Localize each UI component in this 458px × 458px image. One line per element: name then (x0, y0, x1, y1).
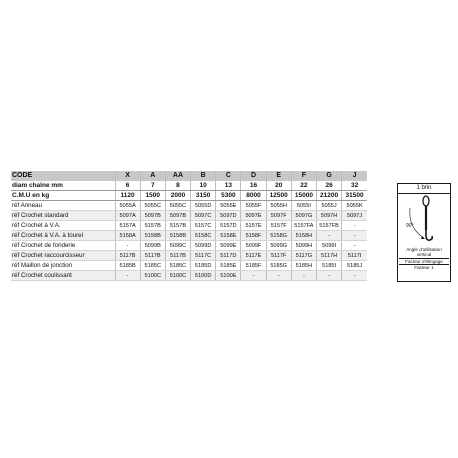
cell: 5099I (317, 241, 342, 251)
cell: 5099E (216, 241, 241, 251)
cell: 8 (165, 181, 190, 191)
header-cell: J (342, 171, 367, 181)
cell: 5100D (191, 271, 216, 281)
table-row (11, 241, 367, 251)
cell: - (115, 241, 140, 251)
diagram-title: 1 brin (398, 184, 450, 194)
cell: 5055H (266, 201, 291, 211)
cell: 5185H (291, 261, 316, 271)
cell: 5097F (266, 211, 291, 221)
cell: 5157C (191, 221, 216, 231)
cell: 3150 (191, 191, 216, 201)
cell: 5100C (140, 271, 165, 281)
header-cell: AA (165, 171, 190, 181)
cell: 5099H (291, 241, 316, 251)
cell: 5158B (140, 231, 165, 241)
row-label: réf Crochet à V.A. (11, 221, 115, 231)
cell: 5099C (165, 241, 190, 251)
row-label: diam chaîne mm (11, 181, 115, 191)
cell: 5055A (115, 201, 140, 211)
header-cell: X (115, 171, 140, 181)
cell: 32 (342, 181, 367, 191)
cell: 5097C (191, 211, 216, 221)
cell: 5157FB (317, 221, 342, 231)
row-label: réf Crochet à V.A. à tourel (11, 231, 115, 241)
cell: 31500 (342, 191, 367, 201)
caption-line: vertical (416, 252, 432, 258)
cell: - (342, 241, 367, 251)
cell: 5055K (342, 201, 367, 211)
row-label: réf Crochet de fonderie (11, 241, 115, 251)
cell: 5158C (191, 231, 216, 241)
sling-figure (398, 194, 450, 246)
cell: 22 (291, 181, 316, 191)
cell: 5158H (291, 231, 316, 241)
diagram-caption (398, 246, 450, 271)
cell: 5117I (342, 251, 367, 261)
cell: 26 (317, 181, 342, 191)
cmu-row (11, 191, 367, 201)
cell: 5157A (115, 221, 140, 231)
cell: 7 (140, 181, 165, 191)
row-label: C.M.U en kg (11, 191, 115, 201)
cell: 5097B (165, 211, 190, 221)
table-row (11, 211, 367, 221)
cell: 13 (216, 181, 241, 191)
cell: 5099F (241, 241, 266, 251)
row-label: réf Maillon de jonction (11, 261, 115, 271)
table-row (11, 201, 367, 211)
header-cell: D (241, 171, 266, 181)
cell: 5097E (241, 211, 266, 221)
cell: 5157E (241, 221, 266, 231)
cell: 10 (191, 181, 216, 191)
header-cell: C (216, 171, 241, 181)
angle-label: 90° (406, 223, 414, 229)
cell: 5055E (216, 201, 241, 211)
cell: - (115, 271, 140, 281)
cell: 5158E (216, 231, 241, 241)
cell: 1120 (115, 191, 140, 201)
cell: 5055F (241, 201, 266, 211)
cell: - (317, 231, 342, 241)
cell: 21200 (317, 191, 342, 201)
cell: 1500 (140, 191, 165, 201)
cell: - (342, 271, 367, 281)
cell: 5100C (165, 271, 190, 281)
cell: 5185I (317, 261, 342, 271)
caption-line: Facteur 1 (399, 264, 449, 270)
table-row (11, 261, 367, 271)
spec-table (11, 171, 367, 281)
cell: 5157D (216, 221, 241, 231)
cell: 5185J (342, 261, 367, 271)
cell: 5185C (140, 261, 165, 271)
master-link-icon (423, 196, 429, 206)
row-label: réf Crochet coulissant (11, 271, 115, 281)
cell: 20 (266, 181, 291, 191)
cell: - (342, 221, 367, 231)
cell: 5097B (140, 211, 165, 221)
cell: 5158B (165, 231, 190, 241)
header-cell: A (140, 171, 165, 181)
cell: 5055D (191, 201, 216, 211)
table-header-row (11, 171, 367, 181)
row-label: réf Crochet standard (11, 211, 115, 221)
header-cell: F (291, 171, 316, 181)
header-cell: G (317, 171, 342, 181)
cell: 5097H (317, 211, 342, 221)
cell: 5158A (115, 231, 140, 241)
cell: 5157B (140, 221, 165, 231)
table-row (11, 231, 367, 241)
row-label: réf Anneau (11, 201, 115, 211)
cell: 5097A (115, 211, 140, 221)
header-cell: B (191, 171, 216, 181)
table-row (11, 221, 367, 231)
cell: 8000 (241, 191, 266, 201)
cell: 5117G (291, 251, 316, 261)
cell: 5158G (266, 231, 291, 241)
cell: 5158F (241, 231, 266, 241)
single-leg-sling-icon (398, 194, 450, 246)
cell: 5055I (291, 201, 316, 211)
cell: 5099G (266, 241, 291, 251)
cell: 5185D (191, 261, 216, 271)
table-row (11, 271, 367, 281)
cell: 5185F (241, 261, 266, 271)
cell: 5055C (165, 201, 190, 211)
cell: 15000 (291, 191, 316, 201)
caption-line: Facteur d'élingage (399, 258, 449, 264)
sling-diagram (397, 183, 451, 282)
cell: 5185E (216, 261, 241, 271)
cell: 16 (241, 181, 266, 191)
cell: 5099D (191, 241, 216, 251)
cell: 5157B (165, 221, 190, 231)
header-code: CODE (11, 171, 115, 181)
caption-line: Angle d'utilisation (406, 247, 442, 252)
table-row (11, 251, 367, 261)
cell: 5185B (115, 261, 140, 271)
cell: 5097J (342, 211, 367, 221)
cell: 5117B (115, 251, 140, 261)
header-cell: E (266, 171, 291, 181)
cell: 5099B (140, 241, 165, 251)
hook-icon (426, 230, 432, 240)
cell: 2000 (165, 191, 190, 201)
cell: 5117E (241, 251, 266, 261)
cell: 5097D (216, 211, 241, 221)
cell: 5117F (266, 251, 291, 261)
cell: 5157FA (291, 221, 316, 231)
cell: 5157F (266, 221, 291, 231)
cell: 5117D (216, 251, 241, 261)
cell: - (317, 271, 342, 281)
cell: - (291, 271, 316, 281)
diam-row (11, 181, 367, 191)
cell: 5185C (165, 261, 190, 271)
cell: 5055J (317, 201, 342, 211)
row-label: réf Crochet raccourcisseur (11, 251, 115, 261)
cell: 6 (115, 181, 140, 191)
cell: 5097G (291, 211, 316, 221)
cell: 5117B (165, 251, 190, 261)
cell: - (241, 271, 266, 281)
cell: 5117H (317, 251, 342, 261)
cell: 12500 (266, 191, 291, 201)
cell: - (266, 271, 291, 281)
cell: 5117C (191, 251, 216, 261)
cell: 5185G (266, 261, 291, 271)
cell: 5055C (140, 201, 165, 211)
cell: 5300 (216, 191, 241, 201)
cell: - (342, 231, 367, 241)
cell: 5117B (140, 251, 165, 261)
cell: 5100E (216, 271, 241, 281)
